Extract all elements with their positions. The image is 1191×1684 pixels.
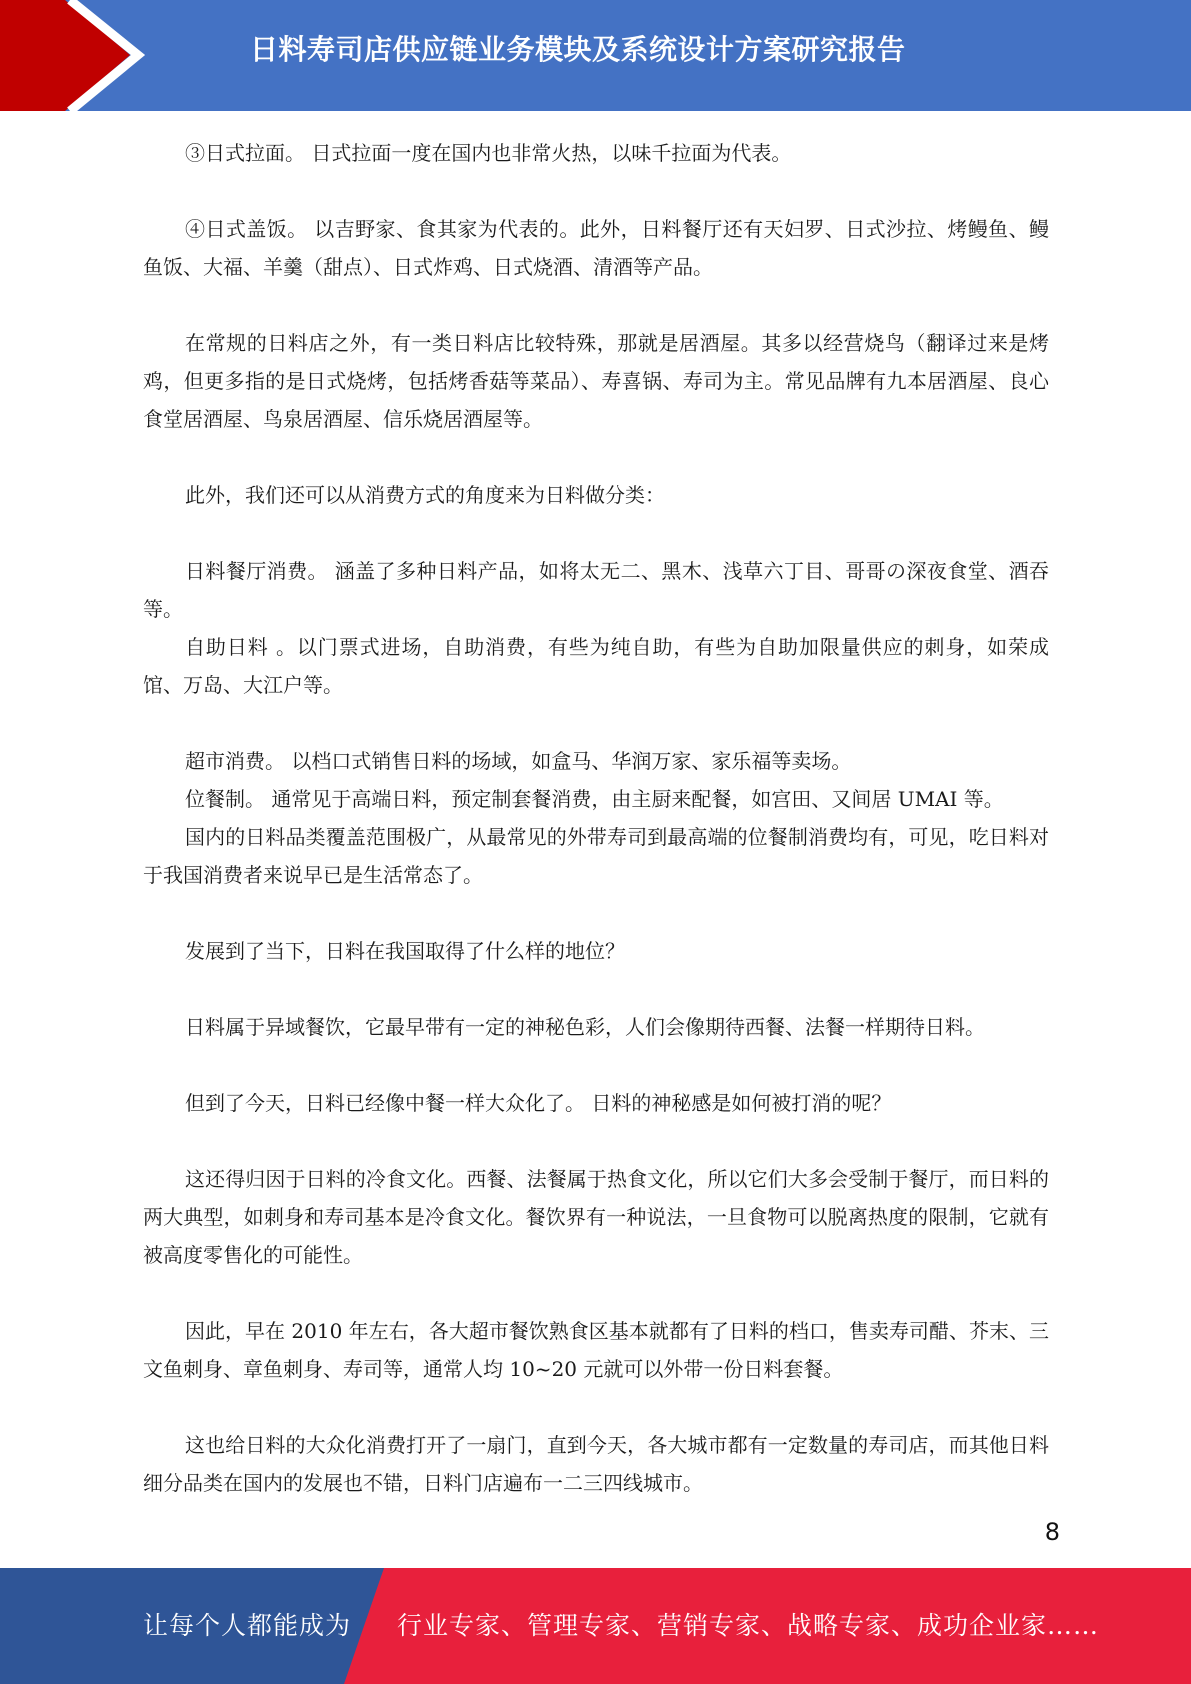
paragraph: 发展到了当下，日料在我国取得了什么样的地位？ bbox=[185, 939, 625, 963]
document-title: 日料寿司店供应链业务模块及系统设计方案研究报告 bbox=[250, 33, 906, 66]
paragraph: 在常规的日料店之外，有一类日料店比较特殊，那就是居酒屋。其多以经营烧鸟（翻译过来是烤鸡，但更多指的是日式烧烤，包括烤香菇等菜品）、寿喜锅、寿司为主。常见品牌有九本居酒屋、良心食堂居酒屋、鸟泉居酒屋、信乐烧居酒屋等。 bbox=[143, 331, 1049, 431]
paragraph: ③日式拉面。 日式拉面一度在国内也非常火热，以味千拉面为代表。 bbox=[185, 141, 792, 165]
paragraph: 位餐制。 通常见于高端日料，预定制套餐消费，由主厨来配餐，如宫田、又间居 UMAI 等。 bbox=[185, 787, 1004, 811]
paragraph: 国内的日料品类覆盖范围极广，从最常见的外带寿司到最高端的位餐制消费均有，可见，吃日料对于我国消费者来说早已是生活常态了。 bbox=[143, 825, 1049, 887]
paragraph: 因此，早在 2010 年左右，各大超市餐饮熟食区基本就都有了日料的档口，售卖寿司醋、芥末、三文鱼刺身、章鱼刺身、寿司等，通常人均 10~20 元就可以外带一份日料套餐。 bbox=[143, 1319, 1049, 1381]
paragraph: 这也给日料的大众化消费打开了一扇门，直到今天，各大城市都有一定数量的寿司店，而其他日料细分品类在国内的发展也不错，日料门店遍布一二三四线城市。 bbox=[143, 1433, 1049, 1495]
paragraph: 此外，我们还可以从消费方式的角度来为日料做分类： bbox=[185, 483, 665, 507]
page-footer bbox=[0, 1568, 1191, 1684]
paragraph: ④日式盖饭。 以吉野家、食其家为代表的。此外，日料餐厅还有天妇罗、日式沙拉、烤鳗鱼、鳗鱼饭、大福、羊羹（甜点）、日式炸鸡、日式烧酒、清酒等产品。 bbox=[143, 217, 1049, 279]
paragraph: 超市消费。 以档口式销售日料的场域，如盒马、华润万家、家乐福等卖场。 bbox=[185, 749, 852, 773]
footer-slogan-left: 让每个人都能成为 bbox=[143, 1611, 352, 1640]
paragraph: 这还得归因于日料的冷食文化。西餐、法餐属于热食文化，所以它们大多会受制于餐厅，而日料的两大典型，如刺身和寿司基本是冷食文化。餐饮界有一种说法，一旦食物可以脱离热度的限制，它就有被高度零售化的可能性。 bbox=[143, 1167, 1049, 1267]
paragraph: 日料餐厅消费。 涵盖了多种日料产品，如将太无二、黑木、浅草六丁目、哥哥の深夜食堂、酒吞等。 bbox=[143, 559, 1049, 621]
paragraph: 日料属于异域餐饮，它最早带有一定的神秘色彩，人们会像期待西餐、法餐一样期待日料。 bbox=[185, 1015, 985, 1039]
page-number: 8 bbox=[1044, 1518, 1060, 1546]
paragraph: 但到了今天，日料已经像中餐一样大众化了。 日料的神秘感是如何被打消的呢？ bbox=[185, 1091, 892, 1115]
page-header bbox=[0, 0, 1191, 111]
paragraph: 自助日料 。以门票式进场，自助消费，有些为纯自助，有些为自助加限量供应的刺身，如荣成馆、万岛、大江户等。 bbox=[143, 635, 1049, 697]
footer-slogan-right: 行业专家、管理专家、营销专家、战略专家、成功企业家…… bbox=[397, 1611, 1100, 1640]
